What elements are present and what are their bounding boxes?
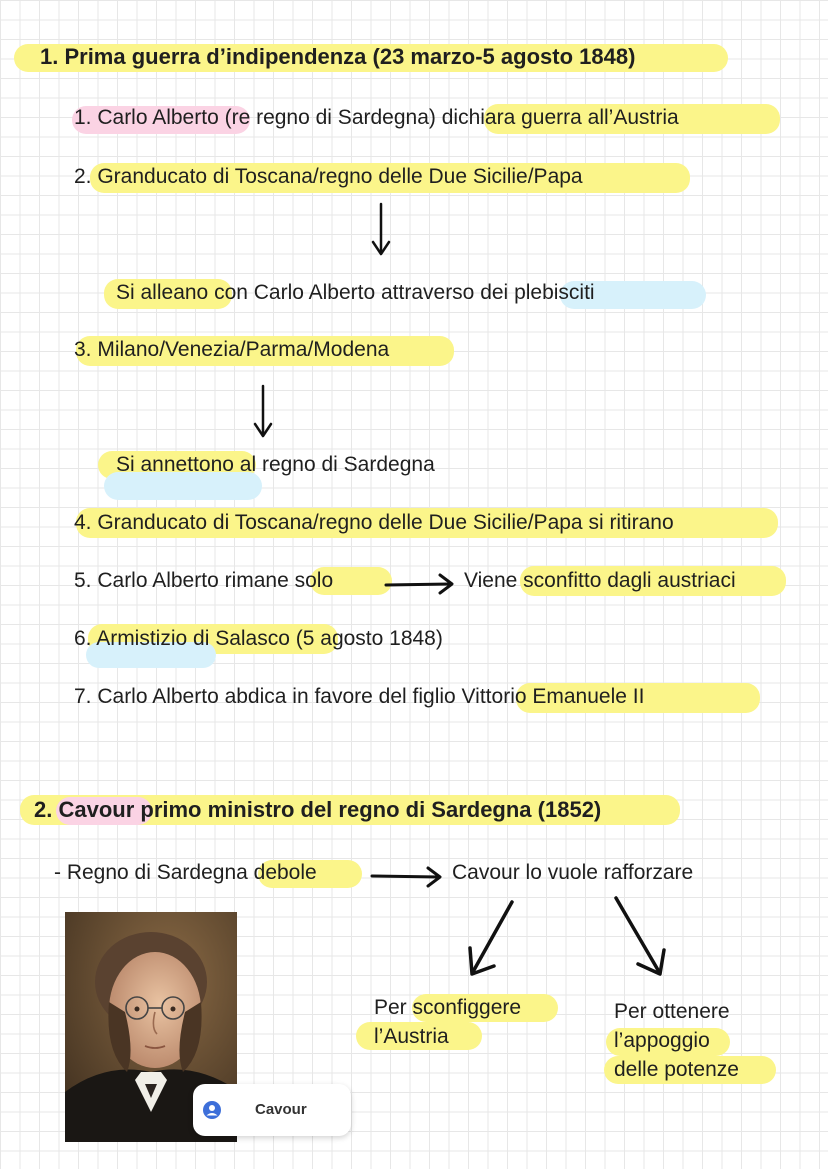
si-alleano-text: Si alleano bbox=[116, 281, 209, 304]
branch-right-line3: delle potenze bbox=[614, 1058, 739, 1081]
item1-subject: 1. Carlo Alberto bbox=[74, 106, 219, 129]
item1-note: (re regno di Sardegna) bbox=[218, 106, 436, 129]
user-icon bbox=[203, 1101, 221, 1119]
item1-action: dichiara guerra all’Austria bbox=[435, 106, 679, 129]
list-item-4: 4. Granducato di Toscana/regno delle Due Sicilie/Papa si ritirano bbox=[74, 511, 674, 534]
arrow-right-icon bbox=[370, 864, 444, 888]
list-item-5-a: 5. Carlo Alberto rimane solo bbox=[74, 569, 334, 592]
branch-left-line2: l’Austria bbox=[374, 1025, 449, 1048]
photo-label: Cavour bbox=[255, 1101, 307, 1118]
section2-title bbox=[34, 796, 601, 824]
arrow-right-icon bbox=[384, 572, 456, 596]
list-item-5-b: Viene sconfitto dagli austriaci bbox=[464, 569, 736, 592]
photo-label-chip[interactable] bbox=[193, 1084, 351, 1136]
section2-goal: Cavour lo vuole rafforzare bbox=[452, 861, 694, 884]
section2-point: - Regno di Sardegna debole bbox=[54, 861, 317, 884]
list-item-1 bbox=[74, 104, 679, 132]
list-item-3: 3. Milano/Venezia/Parma/Modena bbox=[74, 338, 390, 361]
section2-title-rest: primo ministro del regno di Sardegna (1852) bbox=[134, 797, 602, 822]
list-item-2: 2. Granducato di Toscana/regno delle Due Sicilie/Papa bbox=[74, 165, 583, 188]
section1-title: 1. Prima guerra d’indipendenza (23 marzo-5 agosto 1848) bbox=[40, 44, 636, 69]
plebisciti-text: plebisciti bbox=[514, 281, 595, 304]
cavour-title: 2. Cavour bbox=[34, 797, 135, 822]
armistizio-date: (5 agosto 1848) bbox=[289, 627, 443, 650]
armistizio-text: 6. Armistizio di Salasco bbox=[74, 627, 290, 650]
si-annettono-text: Si annettono bbox=[116, 453, 234, 476]
arrow-down-left-icon bbox=[462, 896, 522, 982]
arrow-down-icon bbox=[248, 384, 278, 440]
arrow-down-right-icon bbox=[608, 892, 672, 982]
item2-result-mid: con Carlo Alberto attraverso dei bbox=[208, 281, 515, 304]
branch-left-line1: Per sconfiggere bbox=[374, 996, 522, 1019]
list-item-6 bbox=[74, 625, 443, 653]
branch-right-line1: Per ottenere bbox=[614, 1000, 730, 1023]
item3-result-rest: al regno di Sardegna bbox=[233, 453, 435, 476]
arrow-down-icon bbox=[366, 202, 396, 258]
branch-right-line2: l’appoggio bbox=[614, 1029, 710, 1052]
list-item-7: 7. Carlo Alberto abdica in favore del figlio Vittorio Emanuele II bbox=[74, 685, 645, 708]
item2-result bbox=[116, 279, 595, 307]
item3-result bbox=[116, 451, 435, 479]
